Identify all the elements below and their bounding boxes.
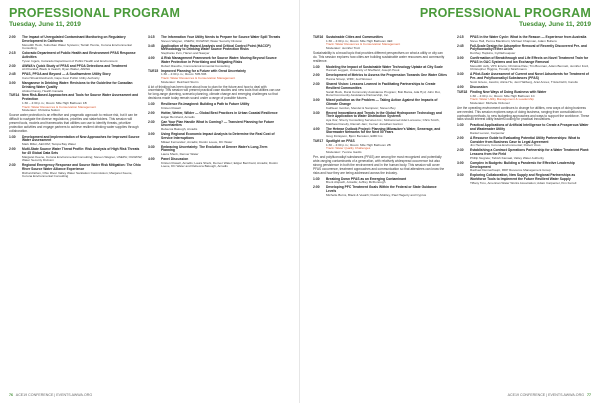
page-date: Tuesday, June 11, 2019 [9, 21, 81, 28]
entry-body [161, 103, 282, 110]
entry-body [470, 45, 591, 56]
program-entry [457, 45, 591, 56]
entry-title: Colorado Department of Public Health and Environment PFAS Response Activities [22, 51, 136, 59]
entry-title: A Pilot-Scale Assessment of Current and Novel Adsorbents for Treatment of Per- and Polyfluoroalkyl Substances (PFAS) [470, 72, 589, 81]
entry-time: 1:30 [313, 176, 320, 181]
program-entry [313, 83, 447, 98]
session-track: Track: Water Resources & Conservation Management [161, 76, 236, 81]
program-entry [313, 178, 447, 185]
entry-time: 2:30 [457, 148, 464, 153]
entry-body [326, 99, 447, 110]
session-moderator: Moderator: Reinhard Sturm [161, 79, 199, 84]
entry-time: 4:00 [148, 156, 155, 161]
entry-authors: Kathleen Gordon, Mendel & Sampson; Steven Boy [326, 105, 396, 110]
program-entry [313, 128, 447, 139]
entry-body [326, 83, 447, 98]
program-entry [148, 112, 282, 119]
entry-title: Regional Emergency Response and Source Water Risk Mitigation: The Ohio River Source Water Alliance Experience [22, 163, 141, 171]
entry-title: Confirmation of Breakthrough and Life Effects on Novel Treatment Train for PFAS in GAC Systems and Ion Exchange Removal [470, 56, 589, 64]
entry-time: 2:00 [9, 147, 16, 152]
entry-time: 2:15 [9, 51, 16, 56]
program-entry [148, 121, 282, 132]
entry-time: 2:00 [313, 185, 320, 190]
entry-time: 1:30 [457, 123, 464, 128]
program-entry [9, 164, 143, 179]
entry-authors: Meredith Heck, Suburban Water Systems; Tarrah Henrie, Corona Environmental Consulting [22, 42, 132, 51]
entry-time: 2:30 [9, 163, 16, 168]
session-track: Track: Water Resources & Conservation Management [326, 42, 401, 47]
session-code: TUE17 [313, 139, 324, 144]
entry-authors: Ali Kharidar, Black & Veatch; Ryan Walter, AWWA [22, 67, 91, 72]
entry-time: 1:30 [148, 102, 155, 107]
session-track: Track: Water Utility Management & Leadership [470, 97, 534, 102]
entry-title: Complex in Budgets: Building a Pandemic for Effective Leadership Development [470, 160, 575, 169]
entry-body [326, 186, 447, 197]
entry-body [470, 124, 591, 135]
entry-authors: Tiffany Toro, American Water Works Association; Adam Carpenter, Kim Ferrell [470, 180, 577, 185]
session-code: TUE18 [457, 89, 468, 94]
right-page [300, 0, 600, 403]
program-entry [457, 137, 591, 148]
entry-title: AWWA's Quick Study of PFAS and PFOA Detections and Treatment [22, 63, 127, 68]
entry-title: Manganese in Drinking Water: Revisions to the Guideline for Canadian Drinking Water Quality [22, 80, 133, 89]
entry-time: 3:30 [148, 144, 155, 149]
entry-authors: Rebecca Balough, Arcadis [161, 127, 198, 132]
entry-body [470, 57, 591, 72]
session-code: TUE15 [148, 68, 159, 73]
page-title: PROFESSIONAL PROGRAM [9, 6, 181, 20]
entry-title: Resilience Re-Imagined: Building a Path to Future Utility [161, 102, 250, 107]
entry-authors: Jim Herrmann, Corona Environmental; Robert Voss [470, 143, 541, 148]
session-track: Track: Water Quality Challenges [326, 146, 371, 151]
program-entry [148, 103, 282, 110]
entry-authors: Tyson Ingels, Colorado Department of Public Health and Environment [22, 58, 118, 63]
session-moderator: Moderator: Yvonne Gavlis [326, 150, 362, 155]
entry-body [326, 128, 447, 139]
entry-title: Practical Applications of Artificial Intelligence to Create a Prosperous Water and Wastewater Utility [470, 123, 589, 132]
entry-title: Panel Discussion [161, 156, 189, 161]
entry-time: 4:00 [148, 56, 155, 61]
entry-body [326, 66, 447, 73]
entry-body [470, 174, 591, 185]
page-number: 76 [9, 393, 13, 397]
program-entry [457, 162, 591, 173]
entry-authors: Hannah Leggett, University of Sheffield; Joseph Hook [326, 68, 400, 73]
entry-title: Developing PFC Treatment Goals Within the Federal or State Guidance Levels [326, 185, 437, 193]
entry-authors: Greg Finlayson, Bjorn Benskon, EMD Inc. [326, 134, 384, 139]
program-entry [148, 36, 282, 43]
session-time-room: 1:30 – 4:30 p.m.; Room: 505-506 [161, 72, 207, 77]
program-entry [9, 73, 143, 80]
entry-body [161, 158, 282, 169]
program-entry [457, 36, 591, 43]
entry-body [22, 52, 143, 63]
session-description: Source water protection is an effective and pragmatic approach to reduce risk, but it can be difficult to navigate the diverse regulations, priorities and stakeholders. This session will present tools, models and frameworks that utilities can use to identify threats, prioritize protection activities and engage partners to achieve resilient drinking water supplies through collaboration. [9, 113, 139, 133]
entry-title: A Risk Management Framework for Source Water: Moving Beyond Source Water Protection in Prioritizing and Mitigating Risks [161, 56, 277, 64]
program-entry [9, 148, 143, 163]
program-entry [457, 174, 591, 185]
entry-time: 3:45 [148, 43, 155, 48]
entry-body [326, 140, 447, 155]
entry-title: Mixed pollution as the Problem — Taking Action Against the Impacts of Climate Change [326, 98, 438, 106]
session-time-room: 1:30 – 4:30 p.m.; Room: Mile High Ballroom 1C [470, 93, 535, 98]
entry-authors: Daniel Lemon, Carpenter [470, 130, 505, 135]
entry-time: 3:30 [313, 110, 320, 115]
program-entry [313, 74, 447, 81]
program-entry [9, 36, 143, 51]
entry-authors: Edgar Bernhard, Arcadis [161, 114, 195, 119]
entry-authors: Kristen Rowell, Arcadis; Laura Sherk, Denver Water; Edgar Bernhard, Arcadis; Dustin Loeve, DC Water and Rebecca Balough, Arcadis [161, 160, 278, 169]
entry-body [22, 36, 143, 51]
session-time-room: 1:30 – 4:30 p.m.; Room: Mile High Ballroom 4EF [326, 38, 393, 43]
entry-body [161, 70, 282, 85]
entry-title: Modeling the Impact of Sustainable Water Technology Uptake at City Scale [326, 64, 443, 69]
entry-title: PFAS, PFOA and Beyond — A Southwestern Utility Story [22, 72, 111, 77]
entry-title: Breaking Down PFAS as an Emerging Contaminant [326, 176, 407, 181]
entry-authors: Robert Rauche, Corona Environmental Consulting [161, 63, 230, 68]
session-header [313, 140, 447, 155]
entry-title: Full-Scale Design for Adsorptive Removal of Recently Discovered Per- and Polyfluoroalkyl Ether Acids [470, 43, 587, 52]
entry-title: Shared Vision: Lessons Learned in Facilitating Partnerships to Create Resilient Communities [326, 81, 436, 90]
program-entry [9, 52, 143, 63]
session-title: Spotlight on PFAS [326, 139, 355, 144]
session-header [9, 94, 143, 112]
session-description: Sustainability is a broad topic that provides different perspectives on what a utility or city can do. This session explores how cities are building sustainable water resources and community resilience. [313, 50, 445, 63]
page-footer [508, 393, 591, 397]
entry-body [470, 91, 591, 106]
entry-body [161, 133, 282, 144]
entry-time: 3:00 [9, 80, 16, 85]
page-number: 77 [587, 393, 591, 397]
session-title: New Risk-Based Approaches and Tools for Source Water Assessment and Protection [22, 93, 139, 102]
entry-body [161, 112, 282, 119]
entry-time: 2:00 [148, 110, 155, 115]
entry-title: The Impact of Unregulated Contaminant Monitoring on Regulatory Development in California [22, 35, 126, 43]
entry-time: 2:00 [313, 73, 320, 78]
session-code: TUE16 [313, 35, 324, 39]
entry-title: The Hetmar Outlook Project: Planning Milwaukee's Water, Sewerage, and Stormwater Networks for the Next 50 Years [326, 126, 441, 135]
entry-body [470, 86, 591, 90]
entry-authors: Brent Alspach, Arcadis; Jeffrey McDonough [326, 180, 386, 185]
program-entry [313, 186, 447, 197]
entry-title: Development of Metrics to Assess the Progression Towards One Water Cities [326, 73, 447, 78]
entry-title: A Resource Guide to Evaluating Potential Utility Partnerships: What to Consider from Business Case to Legal Agreement [470, 135, 581, 144]
program-entry [313, 66, 447, 73]
entry-title: Development and Implementation of New Approaches for Improved Source Water Assessment [22, 134, 140, 143]
entry-body [470, 36, 591, 43]
entry-body [22, 136, 143, 147]
session-description: Per- and polyfluoroalkyl substances (PFAS) are among the most recognized and potentially wide-ranging contaminants of a generation, with relatively widespread occurrence but also strong persistence in both the environment and in the human body. This session will cover PFAS occurrence, treatment approaches and communication so that attendees can know the risks and how they are being addressed across the industry. [313, 154, 445, 175]
entry-authors: Kristen Rowell [161, 105, 181, 110]
entry-authors: Carol Shoaf-Reichardt, Cape Fear Public Utility Authority [22, 76, 100, 81]
entry-time: 2:30 [148, 119, 155, 124]
entry-authors: Steven Wagner, USEPA; OGWDW; Water Security Division [161, 38, 243, 43]
program-entry [148, 45, 282, 56]
entry-title: Application of the Hazard Analysis and Critical Control Point (HACCP) Methodology to Drinking Water Source Protection Risks [161, 43, 271, 52]
footer-text: ACE19 CONFERENCE | EVENTS.AWWA.ORG [507, 393, 584, 397]
entry-body [22, 65, 143, 72]
session-time-room: 1:30 – 4:30 p.m.; Room: Mile High Ballroom 1B [22, 101, 87, 106]
entry-time: 2:30 [313, 81, 320, 86]
entry-authors: Steve Hall, Perma Blackburn; Michael Chapman, Adam Bullens [470, 38, 557, 43]
session-time-room: 1:30 – 4:30 p.m.; Room: Mile High Ballroom 2B [326, 142, 391, 147]
entry-authors: Dorthey Hopkins, CyrilleFouquier [470, 51, 516, 56]
entry-authors: Margaret Keene, Corona Environmental Consulting; Steven Wagner, USEPA; OGWDW; Water Security Division [22, 154, 143, 163]
session-moderator: Moderator: Jennifer Trott [326, 45, 360, 50]
entry-time: 1:30 [313, 64, 320, 69]
session-title: Sustainable Cities and Communities [326, 35, 383, 39]
entry-time: 2:45 [9, 72, 16, 77]
entry-body [22, 73, 143, 80]
program-entry [457, 73, 591, 84]
entry-body [22, 164, 143, 179]
entry-authors: Sarah Buck, Rural Community Assistance Program; Bob Barca, Ada Hyd; John Rot, Rural Community Assistance Partnership, Inc. [326, 89, 441, 98]
entry-authors: Mark Miller, AECOM; Tampa Bay Water [22, 142, 76, 147]
page-date: Tuesday, June 11, 2019 [519, 21, 591, 28]
session-header [457, 91, 591, 106]
entry-body [326, 36, 447, 51]
entry-body [161, 121, 282, 132]
entry-body [161, 45, 282, 56]
session-code: TUE14 [9, 93, 20, 98]
entry-authors: Hanna Stroop, WRF; Jed Wosser [326, 77, 372, 82]
entry-title: The Information Your Utility Needs to Prepare for Source Water Spill Threats [161, 35, 281, 39]
entry-time: 2:00 [9, 35, 16, 39]
entry-title: Exploring Collaboration, New Supply and Regional Partnerships as Workforce Tools to Implement the Future Resilient Water Supply [470, 173, 576, 182]
entry-authors: Michelle Burns, Black & Veatch; Dustin Mobley, Paul Hagerty and Cyprus [326, 192, 427, 197]
entry-authors: Abdoul Kassy, Health Canada [22, 88, 64, 93]
entry-authors: Richard Ehan, Ohio River Valley Water Sanitation Commission; Margaret Keene, Corona Environmental Consulting [22, 170, 133, 179]
entry-time: 4:00 [313, 126, 320, 131]
entry-body [470, 162, 591, 173]
entry-body [326, 74, 447, 81]
session-moderator: Moderator: Christina Sutton [22, 108, 60, 113]
entry-time: 3:30 [457, 72, 464, 77]
session-title: Improved Planning for a Future with Great Uncertainty [161, 68, 246, 73]
entry-body [470, 73, 591, 84]
entry-title: Can Your Plan Handle What Is Coming? — Transient Planning for Future Uncertainties [161, 119, 275, 128]
program-entry [9, 136, 143, 147]
entry-title: Multi-State Source Water Threat Profile: Risk Analysis of High Risk Threats for 45 Global Data Sets [22, 147, 140, 155]
program-entry [313, 112, 447, 127]
entry-body [161, 146, 282, 157]
left-column-1 [9, 36, 143, 180]
entry-authors: Stephanie Irvin, Hazen and Sawyer [161, 51, 210, 56]
entry-time: 3:00 [457, 160, 464, 165]
entry-time: 1:30 [9, 134, 16, 139]
session-description: Are the operating environment continues to change for utilities, new ways of doing business are needed. This session explores ways of doing business, ranging from consolidation to contracting methods, to new budgeting approaches and ways to support the workforce. These talks should interest utility leaders looking for practical innovations. [457, 105, 590, 122]
entry-body [161, 36, 282, 43]
session-header [313, 36, 447, 51]
entry-time: 2:00 [457, 135, 464, 140]
entry-body [22, 82, 143, 93]
page-title: PROFESSIONAL PROGRAM [419, 6, 591, 20]
program-entry [457, 124, 591, 135]
session-description: A lot of thinking has been done about how to plan for the future and how to deal with uncertainty. This session will present practical case studies and new tools that utilities can use for long-range planning, scenario planning, climate change and emerging challenges so that decisions made today remain sound under a range of possible futures. [148, 84, 281, 101]
entry-time: 4:00 [457, 84, 464, 89]
program-entry [9, 82, 143, 93]
entry-body [22, 94, 143, 112]
entry-authors: Mikael Fernandez, Arcadis; Dustin Loeve, DC Water [161, 139, 233, 144]
entry-title: Using Regional Economic Impact Analysis to Determine the Real Cost of Service Interruptions [161, 132, 275, 140]
entry-time: 3:00 [457, 56, 464, 61]
program-entry [148, 146, 282, 157]
entry-time: 3:00 [148, 132, 155, 137]
entry-body [22, 148, 143, 163]
program-entry [9, 65, 143, 72]
entry-authors: Meredith Jelly, VPC Enviro; Christina Pate; Tim Brennan, Adam Bennett, Jennifer Ford, Christopher Higgins, Timothy Strathmann [470, 63, 589, 72]
session-header [148, 70, 282, 85]
entry-time: 3:30 [457, 173, 464, 178]
entry-time: 3:00 [313, 98, 320, 103]
entry-time: 2:15 [457, 35, 464, 39]
left-column-2 [148, 36, 282, 170]
entry-time: 3:15 [148, 35, 155, 39]
entry-time: 2:30 [9, 63, 16, 68]
program-entry [457, 86, 591, 90]
footer-text: ACE19 CONFERENCE | EVENTS.AWWA.ORG [15, 393, 93, 397]
program-entry [457, 57, 591, 72]
entry-title: PFAS in the Water Cycle: What is the Reason — Experience from Australia [470, 35, 587, 39]
right-column-1 [313, 36, 447, 199]
entry-title: Establishing a Contract Operations Partnership for a Water Treatment Plant: Lessons from the Field [470, 148, 590, 157]
entry-authors: Scott Grieco, Jacobs; Alicia Hu, Jeni Hallberg, Ariel Annex, Trista Dehli, Carollo [470, 79, 578, 84]
entry-title: Recent Innovations and Trends in the Global Hydropower Technology and Their Application to Water Distribution Systems [326, 110, 442, 119]
page-footer [9, 393, 92, 397]
entry-body [326, 112, 447, 127]
program-entry [148, 158, 282, 169]
entry-title: Discussion [470, 84, 488, 89]
entry-authors: Aya Ibor; Sherry Consulting Services Inc.; Mohammed Adel Lonsome; Chris Smith, Matthew Donelly, Ramah Jam; Cerner Jonathan Garzon [326, 118, 440, 126]
session-track: Track: Water Resources & Conservation Management [22, 104, 97, 109]
entry-body [470, 149, 591, 160]
program-entry [148, 57, 282, 68]
session-title: Finding New Ways of Doing Business with Water [470, 89, 547, 94]
entry-time: 2:45 [457, 43, 464, 48]
program-entry [313, 99, 447, 110]
right-column-2 [457, 36, 591, 187]
entry-title: Embracing Uncertainty: The Evolution of Denver Water's Long-Term Planning [161, 144, 268, 153]
entry-title: Hotter, Wetter, Wilder — Global Best Practices in Urban Coastal Resilience [161, 110, 278, 115]
entry-authors: Phillip Negrete; Tabish Kamaal, Valley Water Authority [470, 155, 544, 160]
session-moderator: Moderator: Michelle Ordonez [470, 100, 510, 105]
entry-authors: Rachael Dennerhaupt, RDP Resource Management Group [470, 168, 551, 173]
entry-authors: Laura Sherk, Denver Water [161, 152, 199, 157]
program-entry [457, 149, 591, 160]
entry-body [161, 57, 282, 68]
entry-body [470, 137, 591, 148]
program-entry [148, 133, 282, 144]
entry-body [326, 178, 447, 185]
